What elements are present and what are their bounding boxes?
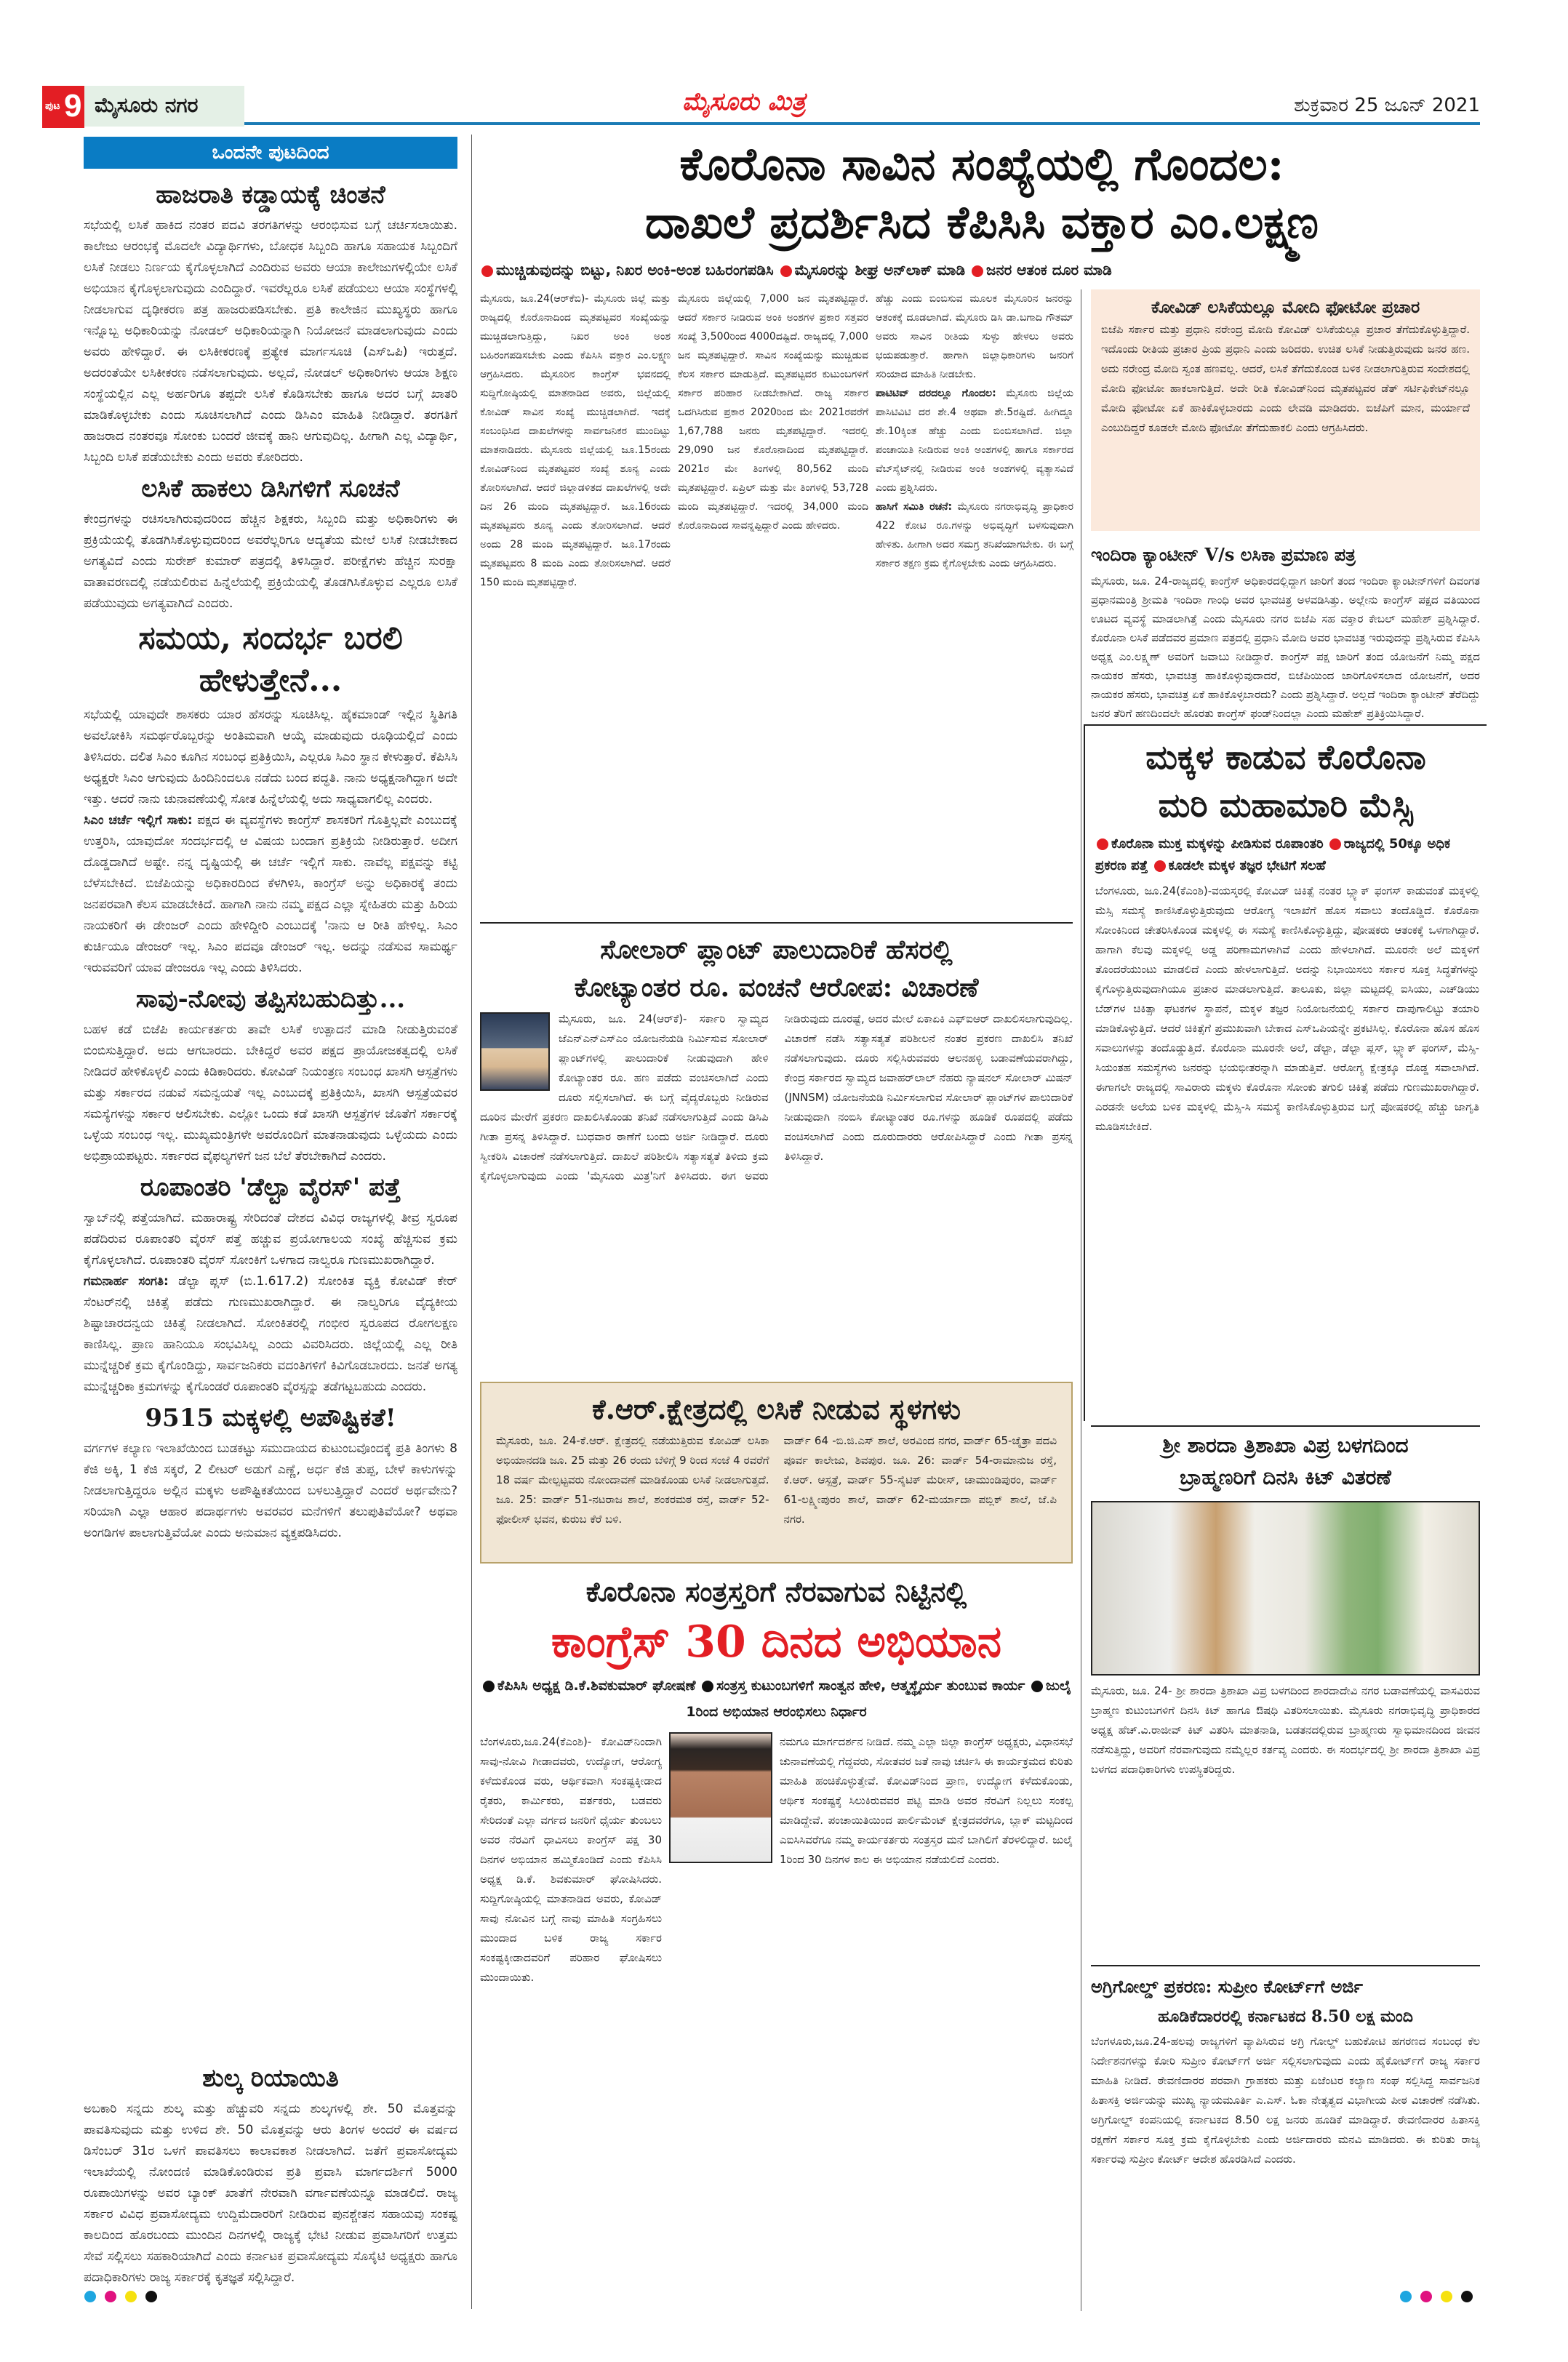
- newspaper-logo: ಮೈಸೂರು ಮಿತ್ರ: [682, 87, 806, 116]
- story-body-continued: ಮೈಸೂರು ಜಿಲ್ಲೆಯ ಪಾಸಿಟಿವಿಟಿ ದರ ಶೇ.4 ಅಥವಾ ಶೇ.5ರಷ್ಟಿದೆ. ಹೀಗಿದ್ದೂ ಶೇ.10ಕ್ಕಿಂತ ಹೆಚ್ಚು ಎಂದು ಬಿಂಬಿಸಲಾಗಿದೆ. ಜಿಲ್ಲಾ ಪಂಚಾಯಿತಿ ನೀಡಿರುವ ಅಂಕಿ ಅಂಶಗಳಲ್ಲಿ ಹಾಗೂ ಸರ್ಕಾರದ ವೆಬ್‌ಸೈಟ್‌ನಲ್ಲಿ ನೀಡಿರುವ ಅಂಕಿ ಅಂಶಗಳಲ್ಲಿ ವ್ಯತ್ಯಾಸವಿದೆ ಎಂದು ಪ್ರಶ್ನಿಸಿದರು.: [876, 388, 1074, 494]
- sub-heading: ಹಾಸಿಗೆ ಸಮಿತಿ ರಚನೆ:: [876, 501, 953, 513]
- solar-story: [480, 928, 1073, 1376]
- story-body: ಬಹಳ ಕಡೆ ಬಿಜೆಪಿ ಕಾರ್ಯಕರ್ತರು ತಾವೇ ಲಸಿಕೆ ಉತ್ಪಾದನೆ ಮಾಡಿ ನೀಡುತ್ತಿರುವಂತೆ ಬಿಂಬಿಸುತ್ತಿದ್ದಾರೆ. ಅದು ಆಗಬಾರದು. ಬೇಕಿದ್ದರೆ ಅವರ ಪಕ್ಷದ ಪ್ರಾಯೋಜಕತ್ವದಲ್ಲಿ ಲಸಿಕೆ ನೀಡಿದರೆ ಹೇಳಿಕೊಳ್ಳಲಿ ಎಂದು ಕಿಡಿಕಾರಿದರು. ಕೋವಿಡ್ ನಿಯಂತ್ರಣ ಸಂಬಂಧ ಖಾಸಗಿ ಆಸ್ಪತ್ರೆಗಳು ಮತ್ತು ಸರ್ಕಾರದ ನಡುವೆ ಸಮನ್ವಯತೆ ಇಲ್ಲ ಎಂಬುದಕ್ಕೆ ಪ್ರತಿಕ್ರಿಯಿಸಿ, ಖಾಸಗಿ ಆಸ್ಪತ್ರೆಯವರ ಸಮಸ್ಯೆಗಳನ್ನು ಸರ್ಕಾರ ಆಲಿಸಬೇಕು. ಎಲ್ಲೋ ಒಂದು ಕಡೆ ಖಾಸಗಿ ಆಸ್ಪತ್ರೆಗಳ ಜೊತೆಗೆ ಸರ್ಕಾರಕ್ಕೆ ಒಳ್ಳೆಯ ಸಂಬಂಧ ಇಲ್ಲ. ಮುಖ್ಯಮಂತ್ರಿಗಳೇ ಅವರೊಂದಿಗೆ ಮಾತನಾಡುವುದು ಒಳ್ಳೆಯದು ಎಂದು ಅಭಿಪ್ರಾಯಪಟ್ಟರು. ಸರ್ಕಾರದ ವೈಫಲ್ಯಗಳಿಗೆ ಜನ ಬೆಲೆ ತೆರಬೇಕಾಗಿದೆ ಎಂದರು.: [84, 1022, 457, 1164]
- lead-headline-line1: ಕೊರೊನಾ ಸಾವಿನ ಸಂಖ್ಯೆಯಲ್ಲಿ ಗೊಂದಲ:: [679, 137, 1284, 191]
- lead-bullets: [480, 256, 1484, 284]
- lead-story-col2: [678, 289, 868, 915]
- story-body: ನಮಗೂ ಮಾರ್ಗದರ್ಶನ ನೀಡಿದೆ. ನಮ್ಮ ಎಲ್ಲಾ ಜಿಲ್ಲಾ ಕಾಂಗ್ರೆಸ್ ಅಧ್ಯಕ್ಷರು, ವಿಧಾನಸಭೆ ಚುನಾವಣೆಯಲ್ಲಿ ಗೆದ್ದವರು, ಸೋತವರ ಜತೆ ನಾವು ಚರ್ಚಿಸಿ ಈ ಕಾರ್ಯಕ್ರಮದ ಕುರಿತು ಮಾಹಿತಿ ಹಂಚಿಕೊಳ್ಳುತ್ತೇವೆ. ಕೋವಿಡ್‌ನಿಂದ ಪ್ರಾಣ, ಉದ್ಯೋಗ ಕಳೆದುಕೊಂಡು, ಆರ್ಥಿಕ ಸಂಕಷ್ಟಕ್ಕೆ ಸಿಲುಕಿರುವವರ ಪಟ್ಟಿ ಮಾಡಿ ಅವರ ನೆರವಿಗೆ ನಿಲ್ಲಲು ಸಂಕಲ್ಪ ಮಾಡಿದ್ದೇವೆ. ಪಂಚಾಯಿತಿಯಿಂದ ಪಾರ್ಲಿಮೆಂಟ್ ಕ್ಷೇತ್ರದವರೆಗೂ, ಬ್ಲಾಕ್ ಮಟ್ಟದಿಂದ ಎಐಸಿಸಿವರೆಗೂ ನಮ್ಮ ಕಾರ್ಯಕರ್ತರು ಸಂತ್ರಸ್ತರ ಮನೆ ಬಾಗಿಲಿಗೆ ತೆರಳಲಿದ್ದಾರೆ. ಜುಲೈ 1ರಿಂದ 30 ದಿನಗಳ ಕಾಲ ಈ ಅಭಿಯಾನ ನಡೆಯಲಿದೆ ಎಂದರು.: [780, 1735, 1073, 1866]
- story-body: ಮೈಸೂರು ಜಿಲ್ಲೆಯಲ್ಲಿ 7,000 ಜನ ಮೃತಪಟ್ಟಿದ್ದಾರೆ. ಆದರೆ ಸರ್ಕಾರ ನೀಡಿರುವ ಅಂಕಿ ಅಂಶಗಳ ಪ್ರಕಾರ ಸತ್ತವರ ಸಂಖ್ಯೆ 3,500ರಿಂದ 4000ದಷ್ಟಿದೆ. ರಾಜ್ಯದಲ್ಲಿ 7,000 ಜನ ಮೃತಪಟ್ಟಿದ್ದಾರೆ. ಸಾವಿನ ಸಂಖ್ಯೆಯನ್ನು ಮುಚ್ಚಿಡುವ ಕೆಲಸ ಸರ್ಕಾರ ಮಾಡುತ್ತಿದೆ. ಮೃತಪಟ್ಟವರ ಕುಟುಂಬಗಳಿಗೆ ಸರ್ಕಾರ ಪರಿಹಾರ ನೀಡಬೇಕಾಗಿದೆ. ರಾಜ್ಯ ಸರ್ಕಾರ ಒದಗಿಸಿರುವ ಪ್ರಕಾರ 2020ರಿಂದ ಮೇ 2021ರವರೆಗೆ 1,67,788 ಜನರು ಮೃತಪಟ್ಟಿದ್ದಾರೆ. ಇದರಲ್ಲಿ 29,090 ಜನ ಕೊರೊನಾದಿಂದ ಮೃತಪಟ್ಟಿದ್ದಾರೆ. 2021ರ ಮೇ ತಿಂಗಳಲ್ಲಿ 80,562 ಮಂದಿ ಮೃತಪಟ್ಟಿದ್ದಾರೆ. ಏಪ್ರಿಲ್ ಮತ್ತು ಮೇ ತಿಂಗಳಲ್ಲಿ 53,728 ಮಂದಿ ಮೃತಪಟ್ಟಿದ್ದಾರೆ. ಇದರಲ್ಲಿ 34,000 ಮಂದಿ ಕೊರೊನಾದಿಂದ ಸಾವನ್ನಪ್ಪಿದ್ದಾರೆ ಎಂದು ಹೇಳಿದರು.: [678, 293, 868, 532]
- congress-story-col1: [480, 1732, 662, 2307]
- heading-line1: ಶ್ರೀ ಶಾರದಾ ತ್ರಿಶಾಖಾ ವಿಪ್ರ ಬಳಗದಿಂದ: [1162, 1433, 1409, 1457]
- heading-line1: ಮಕ್ಕಳ ಕಾಡುವ ಕೊರೊನಾ: [1145, 737, 1426, 777]
- bullet-dot-icon: [1031, 1681, 1043, 1692]
- section-label-box: [84, 86, 244, 127]
- indira-story: [1091, 538, 1480, 718]
- section-name: ಮೈಸೂರು ನಗರ: [95, 93, 199, 117]
- story-body: [84, 810, 457, 979]
- page-word: ಪುಟ: [45, 100, 60, 112]
- registration-mark-magenta: [1420, 2291, 1432, 2302]
- bullet-dot-icon: [1329, 838, 1341, 850]
- kr-vaccination-centres-box: [480, 1382, 1073, 1564]
- bullet-dot-icon: [481, 265, 493, 277]
- story-body: [84, 1271, 457, 1398]
- box-heading: ಕೆ.ಆರ್.ಕ್ಷೇತ್ರದಲ್ಲಿ ಲಸಿಕೆ ನೀಡುವ ಸ್ಥಳಗಳು: [592, 1393, 961, 1425]
- continued-from-front-banner: ಒಂದನೇ ಪುಟದಿಂದ: [84, 137, 457, 169]
- story-heading: ಇಂದಿರಾ ಕ್ಯಾಂಟೀನ್ V/s ಲಸಿಕಾ ಪ್ರಮಾಣ ಪತ್ರ: [1091, 544, 1356, 565]
- story-bullet: ಜುಲೈ 1ರಿಂದ ಅಭಿಯಾನ ಆರಂಭಿಸಲು ನಿರ್ಧಾರ: [686, 1678, 1072, 1720]
- congress-story-col2: [780, 1732, 1073, 2307]
- story-heading: ರೂಪಾಂತರಿ 'ಡೆಲ್ಟಾ ವೈರಸ್' ಪತ್ತೆ: [140, 1173, 401, 1202]
- registration-mark-black: [145, 2291, 157, 2302]
- lead-bullet: ಮುಚ್ಚಿಡುವುದನ್ನು ಬಿಟ್ಟು, ನಿಖರ ಅಂಕಿ-ಅಂಶ ಬಹಿರಂಗಪಡಿಸಿ: [496, 261, 774, 279]
- bullet-dot-icon: [1097, 838, 1108, 850]
- story-bullet: ಸಂತ್ರಸ್ತ ಕುಟುಂಬಗಳಿಗೆ ಸಾಂತ್ವನ ಹೇಳಿ, ಆತ್ಮಸ್ಥೈರ್ಯ ತುಂಬುವ ಕಾರ್ಯ: [716, 1678, 1025, 1694]
- registration-marks-right: [1400, 2291, 1473, 2302]
- agrigold-story: [1091, 1969, 1480, 2275]
- lead-in: ಗಮನಾರ್ಹ ಸಂಗತಿ:: [84, 1274, 169, 1289]
- box-heading: ಕೋವಿಡ್ ಲಸಿಕೆಯಲ್ಲೂ ಮೋದಿ ಫೋಟೋ ಪ್ರಚಾರ: [1151, 298, 1420, 317]
- story-body: ಮೈಸೂರು, ಜೂ. 24-ರಾಜ್ಯದಲ್ಲಿ ಕಾಂಗ್ರೆಸ್ ಅಧಿಕಾರದಲ್ಲಿದ್ದಾಗ ಜಾರಿಗೆ ತಂದ ಇಂದಿರಾ ಕ್ಯಾಂಟೀನ್‌ಗಳಿಗೆ ದಿವಂಗತ ಪ್ರಧಾನಮಂತ್ರಿ ಶ್ರೀಮತಿ ಇಂದಿರಾ ಗಾಂಧಿ ಅವರ ಭಾವಚಿತ್ರ ಅಳವಡಿಸಿತ್ತು. ಅಲ್ಲೇನು ಕಾಂಗ್ರೆಸ್ ಪಕ್ಷದ ವತಿಯಿಂದ ಊಟದ ವ್ಯವಸ್ಥೆ ಮಾಡಲಾಗಿತ್ತೆ ಎಂದು ಮೈಸೂರು ನಗರ ಬಿಜೆಪಿ ಸಹ ವಕ್ತಾರ ಕೇಬಲ್ ಮಹೇಶ್ ಪ್ರಶ್ನಿಸಿದ್ದಾರೆ. ಕೊರೊನಾ ಲಸಿಕೆ ಪಡೆದವರ ಪ್ರಮಾಣ ಪತ್ರದಲ್ಲಿ ಪ್ರಧಾನಿ ಮೋದಿ ಅವರ ಭಾವಚಿತ್ರ ಇರುವುದನ್ನು ಪ್ರಶ್ನಿಸಿರುವ ಕೆಪಿಸಿಸಿ ಅಧ್ಯಕ್ಷ ಎಂ.ಲಕ್ಷ್ಮಣ್ ಅವರಿಗೆ ಜವಾಬು ನೀಡಿದ್ದಾರೆ. ಕಾಂಗ್ರೆಸ್ ಪಕ್ಷ ಜಾರಿಗೆ ತಂದ ಯೋಜನೆಗೆ ನಿಮ್ಮ ಪಕ್ಷದ ನಾಯಕರ ಹೆಸರು, ಭಾವಚಿತ್ರ ಹಾಕಿಕೊಳ್ಳುವುದಾದರೆ, ಬಿಜೆಪಿಯಿಂದ ಜಾರಿಗೊಳಿಸಲಾದ ಯೋಜನೆಗೆ, ಅದರ ನಾಯಕರ ಹೆಸರು, ಭಾವಚಿತ್ರ ಏಕೆ ಹಾಕಿಕೊಳ್ಳಬಾರದು? ಎಂದು ಪ್ರಶ್ನಿಸಿದ್ದಾರೆ. ಅಲ್ಲದೆ ಇಂದಿರಾ ಕ್ಯಾಂಟೀನ್ ತೆರೆದಿದ್ದು ಜನರ ತೆರಿಗೆ ಹಣದಿಂದಲೇ ಹೊರತು ಕಾಂಗ್ರೆಸ್ ಫಂಡ್‌ನಿಂದಲ್ಲಾ ಎಂದು ಮಹೇಶ್ ಪ್ರತಿಕ್ರಿಯಿಸಿದ್ದಾರೆ.: [1091, 575, 1480, 720]
- story-body: [876, 497, 1073, 573]
- registration-mark-cyan: [84, 2291, 96, 2302]
- column-divider: [471, 135, 472, 2309]
- story-body: ಸಭೆಯಲ್ಲಿ ಯಾವುದೇ ಶಾಸಕರು ಯಾರ ಹೆಸರನ್ನು ಸೂಚಿಸಿಲ್ಲ. ಹೈಕಮಾಂಡ್ ಇಲ್ಲಿನ ಸ್ಥಿತಿಗತಿ ಅವಲೋಕಿಸಿ ಸಮರ್ಥರೊಬ್ಬರನ್ನು ಅಂತಿಮವಾಗಿ ಆಯ್ಕೆ ಮಾಡುವುದು ರೂಢಿಯಲ್ಲಿದೆ ಎಂದು ತಿಳಿಸಿದರು. ದಲಿತ ಸಿಎಂ ಕೂಗಿನ ಸಂಬಂಧ ಪ್ರತಿಕ್ರಿಯಿಸಿ, ಎಲ್ಲರೂ ಸಿಎಂ ಸ್ಥಾನ ಕೇಳುತ್ತಾರೆ. ಕೆಪಿಸಿಸಿ ಅಧ್ಯಕ್ಷರೇ ಸಿಎಂ ಆಗುವುದು ಹಿಂದಿನಿಂದಲೂ ನಡೆದು ಬಂದ ಪದ್ಧತಿ. ನಾನು ಅಧ್ಯಕ್ಷನಾಗಿದ್ದಾಗ ಅದೇ ಇತ್ತು. ಆದರೆ ನಾನು ಚುನಾವಣೆಯಲ್ಲಿ ಸೋತ ಹಿನ್ನೆಲೆಯಲ್ಲಿ ಅದು ಸಾಧ್ಯವಾಗಲಿಲ್ಲ ಎಂದರು.: [84, 708, 457, 806]
- page-number: 9: [64, 88, 82, 124]
- page-number-badge: [42, 86, 84, 128]
- story-heading: ಹಾಜರಾತಿ ಕಡ್ಡಾಯಕ್ಕೆ ಚಿಂತನೆ: [156, 180, 385, 209]
- story-heading-red: ಕಾಂಗ್ರೆಸ್ 30 ದಿನದ ಅಭಿಯಾನ: [551, 1617, 1002, 1668]
- box-columns: [496, 1431, 1057, 1529]
- registration-mark-magenta: [105, 2291, 116, 2302]
- kids-corona-story: [1084, 724, 1487, 1421]
- story-columns: [480, 1009, 1073, 1186]
- modi-photo-box: [1091, 289, 1480, 531]
- kit-distribution-photo: [1091, 1501, 1480, 1676]
- story-heading: [1085, 733, 1487, 829]
- bullet-dot-icon: [483, 1681, 495, 1692]
- lead-headline-line2: ದಾಖಲೆ ಪ್ರದರ್ಶಿಸಿದ ಕೆಪಿಸಿಸಿ ವಕ್ತಾರ ಎಂ.ಲಕ್ಷ್ಮಣ: [644, 196, 1319, 249]
- heading-line1: ಸೋಲಾರ್ ಪ್ಲಾಂಟ್ ಪಾಲುದಾರಿಕೆ ಹೆಸರಲ್ಲಿ: [600, 934, 953, 965]
- story-bullets: [480, 1673, 1073, 1725]
- article-divider: [480, 922, 1073, 924]
- story-body-continued: ಮೈಸೂರು ನಗರಾಭಿವೃದ್ಧಿ ಪ್ರಾಧಿಕಾರ 422 ಕೋಟಿ ರೂ.ಗಳನ್ನು ಅಭಿವೃದ್ಧಿಗೆ ಬಳಸುವುದಾಗಿ ಹೇಳಿತು. ಹೀಗಾಗಿ ಅದರ ಸಮಗ್ರ ತನಿಖೆಯಾಗಬೇಕು. ಈ ಬಗ್ಗೆ ಸರ್ಕಾರ ತಕ್ಷಣ ಕ್ರಮ ಕೈಗೊಳ್ಳಬೇಕು ಎಂದು ಆಗ್ರಹಿಸಿದರು.: [876, 501, 1074, 569]
- registration-mark-cyan: [1400, 2291, 1412, 2302]
- story-body-continued: ಡೆಲ್ಟಾ ಪ್ಲಸ್ (ಬಿ.1.617.2) ಸೋಂಕಿತ ವ್ಯಕ್ತಿ ಕೋವಿಡ್ ಕೇರ್ ಸೆಂಟರ್‌ನಲ್ಲಿ ಚಿಕಿತ್ಸೆ ಪಡೆದು ಗುಣಮುಖರಾಗಿದ್ದಾರೆ. ಈ ನಾಲ್ವರಿಗೂ ವೈದ್ಯಕೀಯ ಶಿಷ್ಟಾಚಾರದನ್ವಯ ಚಿಕಿತ್ಸೆ ನೀಡಲಾಗಿದೆ. ಸೋಂಕಿತರಲ್ಲಿ ಗಂಭೀರ ಸ್ವರೂಪದ ರೋಗಲಕ್ಷಣ ಕಾಣಿಸಿಲ್ಲ. ಪ್ರಾಣ ಹಾನಿಯೂ ಸಂಭವಿಸಿಲ್ಲ ಎಂದು ವಿವರಿಸಿದರು. ಜಿಲ್ಲೆಯಲ್ಲಿ ಎಲ್ಲ ರೀತಿ ಮುನ್ನೆಚ್ಚರಿಕೆ ಕ್ರಮ ಕೈಗೊಂಡಿದ್ದು, ಸಾರ್ವಜನಿಕರು ವದಂತಿಗಳಿಗೆ ಕಿವಿಗೊಡಬಾರದು. ಜನತೆ ಅಗತ್ಯ ಮುನ್ನೆಚ್ಚರಿಕಾ ಕ್ರಮಗಳನ್ನು ಕೈಗೊಂಡರೆ ರೂಪಾಂತರಿ ವೈರಸ್ಸನ್ನು ತಡೆಗಟ್ಟಬಹುದು ಎಂದರು.: [84, 1274, 457, 1394]
- bullet-dot-icon: [972, 265, 983, 277]
- story-heading: ಲಸಿಕೆ ಹಾಕಲು ಡಿಸಿಗಳಿಗೆ ಸೂಚನೆ: [141, 474, 400, 503]
- lead-headline: [480, 135, 1484, 255]
- lead-bullet: ಜನರ ಆತಂಕ ದೂರ ಮಾಡಿ: [986, 261, 1112, 279]
- dcp-photo: [480, 1012, 550, 1091]
- story-body: ಮೈಸೂರು, ಜೂ. 24(ಆರ್‌ಕೆ)- ಸರ್ಕಾರಿ ಸ್ವಾಮ್ಯದ ಜೆಎನ್‌ಎನ್‌ಎಸ್‌ಎಂ ಯೋಜನೆಯಡಿ ನಿರ್ಮಿಸುವ ಸೋಲಾರ್ ಪ್ಲಾಂಟ್‌ಗಳಲ್ಲಿ ಪಾಲುದಾರಿಕೆ ನೀಡುವುದಾಗಿ ಹೇಳಿ ಕೋಟ್ಯಾಂತರ ರೂ. ಹಣ ಪಡೆದು ವಂಚಿಸಲಾಗಿದೆ ಎಂದು ದೂರು ಸಲ್ಲಿಸಲಾಗಿದೆ. ಈ ಬಗ್ಗೆ ವೈದ್ಯರೊಬ್ಬರು ನೀಡಿರುವ ದೂರಿನ ಮೇರೆಗೆ ಪ್ರಕರಣ ದಾಖಲಿಸಿಕೊಂಡು ತನಿಖೆ ನಡೆಸಲಾಗುತ್ತಿದೆ ಎಂದು ಡಿಸಿಪಿ ಗೀತಾ ಪ್ರಸನ್ನ ತಿಳಿಸಿದ್ದಾರೆ. ಬುಧವಾರ ಠಾಣೆಗೆ ಬಂದು ಅರ್ಜಿ ನೀಡಿದ್ದಾರೆ. ದೂರು ಸ್ವೀಕರಿಸಿ ವಿಚಾರಣೆ ನಡೆಸಲಾಗುತ್ತಿದೆ. ದಾಖಲೆ ಪರಿಶೀಲಿಸಿ ಸತ್ಯಾಸತ್ಯತೆ ತಿಳಿದು ಕ್ರಮ ಕೈಗೊಳ್ಳಲಾಗುವುದು ಎಂದು 'ಮೈಸೂರು ಮಿತ್ರ'ನಿಗೆ ತಿಳಿಸಿದರು. ಈಗ ಅವರು ನೀಡಿರುವುದು ದೂರಷ್ಟೆ, ಅದರ ಮೇಲೆ ಏಕಾಏಕಿ ಎಫ್‌ಐಆರ್ ದಾಖಲಿಸಲಾಗುವುದಿಲ್ಲ. ವಿಚಾರಣೆ ನಡೆಸಿ ಸತ್ಯಾಸತ್ಯತೆ ಪರಿಶೀಲನೆ ನಂತರ ಪ್ರಕರಣ ದಾಖಲಿಸಿ ತನಿಖೆ ನಡೆಸಲಾಗುವುದು. ದೂರು ಸಲ್ಲಿಸಿರುವವರು ಆಲನಹಳ್ಳಿ ಬಡಾವಣೆಯವರಾಗಿದ್ದು, ಕೇಂದ್ರ ಸರ್ಕಾರದ ಸ್ವಾಮ್ಯದ ಜವಾಹರ್‌ಲಾಲ್ ನೆಹರು ನ್ಯಾಷನಲ್ ಸೋಲಾರ್ ಮಿಷನ್ (JNNSM) ಯೋಜನೆಯಡಿ ನಿರ್ಮಿಸಲಾಗುವ ಸೋಲಾರ್ ಪ್ಲಾಂಟ್‌ಗಳ ಪಾಲುದಾರಿಕೆ ನೀಡುವುದಾಗಿ ನಂಬಿಸಿ ಕೋಟ್ಯಾಂತರ ರೂ.ಗಳನ್ನು ಹೂಡಿಕೆ ರೂಪದಲ್ಲಿ ಪಡೆದು ವಂಚಿಸಲಾಗಿದೆ ಎಂದು ದೂರುದಾರರು ಆರೋಪಿಸಿದ್ದಾರೆ ಎಂದು ಗೀತಾ ಪ್ರಸನ್ನ ತಿಳಿಸಿದ್ದಾರೆ.: [480, 1012, 1073, 1182]
- story-bullet: ಕೊರೊನಾ ಮುಕ್ತ ಮಕ್ಕಳನ್ನು ಪೀಡಿಸುವ ರೂಪಾಂತರಿ: [1111, 836, 1324, 852]
- story-body: ಮೈಸೂರು, ಜೂ.24(ಆರ್‌ಕೆಬಿ)- ಮೈಸೂರು ಜಿಲ್ಲೆ ಮತ್ತು ರಾಜ್ಯದಲ್ಲಿ ಕೊರೊನಾದಿಂದ ಮೃತಪಟ್ಟವರ ಸಂಖ್ಯೆಯನ್ನು ಮುಚ್ಚಿಡಲಾಗುತ್ತಿದ್ದು, ನಿಖರ ಅಂಕಿ ಅಂಶ ಬಹಿರಂಗಪಡಿಸಬೇಕು ಎಂದು ಕೆಪಿಸಿಸಿ ವಕ್ತಾರ ಎಂ.ಲಕ್ಷ್ಮಣ ಆಗ್ರಹಿಸಿದರು. ಮೈಸೂರಿನ ಕಾಂಗ್ರೆಸ್ ಭವನದಲ್ಲಿ ಸುದ್ದಿಗೋಷ್ಠಿಯಲ್ಲಿ ಮಾತನಾಡಿದ ಅವರು, ಜಿಲ್ಲೆಯಲ್ಲಿ ಕೋವಿಡ್ ಸಾವಿನ ಸಂಖ್ಯೆ ಮುಚ್ಚಿಡಲಾಗಿದೆ. ಇದಕ್ಕೆ ಸಂಬಂಧಿಸಿದ ದಾಖಲೆಗಳನ್ನು ಸಾರ್ವಜನಿಕರ ಮುಂದಿಟ್ಟು ಮಾತನಾಡಿದರು. ಮೈಸೂರು ಜಿಲ್ಲೆಯಲ್ಲಿ ಜೂ.15ರಂದು ಕೋವಿಡ್‌ನಿಂದ ಮೃತಪಟ್ಟವರ ಸಂಖ್ಯೆ ಶೂನ್ಯ ಎಂದು ತೋರಿಸಲಾಗಿದೆ. ಆದರೆ ಜಿಲ್ಲಾಡಳಿತದ ದಾಖಲೆಗಳಲ್ಲಿ ಅದೇ ದಿನ 26 ಮಂದಿ ಮೃತಪಟ್ಟಿದ್ದಾರೆ. ಜೂ.16ರಂದು ಮೃತಪಟ್ಟವರು ಶೂನ್ಯ ಎಂದು ತೋರಿಸಲಾಗಿದೆ. ಆದರೆ ಅಂದು 28 ಮಂದಿ ಮೃತಪಟ್ಟಿದ್ದಾರೆ. ಜೂ.17ರಂದು ಮೃತಪಟ್ಟವರು 8 ಮಂದಿ ಎಂದು ತೋರಿಸಲಾಗಿದೆ. ಆದರೆ 150 ಮಂದಿ ಮೃತಪಟ್ಟಿದ್ದಾರೆ.: [480, 293, 671, 588]
- story-heading: [480, 931, 1073, 1006]
- box-body: ಬಿಜೆಪಿ ಸರ್ಕಾರ ಮತ್ತು ಪ್ರಧಾನಿ ನರೇಂದ್ರ ಮೋದಿ ಕೋವಿಡ್ ಲಸಿಕೆಯಲ್ಲೂ ಪ್ರಚಾರ ತೆಗೆದುಕೊಳ್ಳುತ್ತಿದ್ದಾರೆ. ಇದೊಂದು ರೀತಿಯ ಪ್ರಚಾರ ಪ್ರಿಯ ಪ್ರಧಾನಿ ಎಂದು ಜರಿದರು. ಉಚಿತ ಲಸಿಕೆ ನೀಡುತ್ತಿರುವುದು ಜನರ ಹಣ. ಅದು ನರೇಂದ್ರ ಮೋದಿ ಸ್ವಂತ ಹಣವಲ್ಲ. ಆದರೆ, ಲಸಿಕೆ ತೆಗೆದುಕೊಂಡ ಬಳಿಕ ನೀಡಲಾಗುತ್ತಿರುವ ಸಂದೇಶದಲ್ಲಿ ಮೋದಿ ಫೋಟೋ ಹಾಕಲಾಗುತ್ತಿದೆ. ಅದೇ ರೀತಿ ಕೋವಿಡ್‌ನಿಂದ ಮೃತಪಟ್ಟವರ ಡೆತ್ ಸರ್ಟಿಫಿಕೇಟ್‌ನಲ್ಲೂ ಮೋದಿ ಫೋಟೋ ಏಕೆ ಹಾಕಿಕೊಳ್ಳಬಾರದು ಎಂದು ಲೇವಡಿ ಮಾಡಿದರು. ಬಿಜೆಪಿಗೆ ಮಾನ, ಮರ್ಯಾದೆ ಎಂಬುದಿದ್ದರೆ ಕೂಡಲೇ ಮೋದಿ ಫೋಟೋ ತೆಗೆದುಹಾಕಲಿ ಎಂದು ಆಗ್ರಹಿಸಿದರು.: [1101, 323, 1470, 434]
- story-bullet: ಕೆಪಿಸಿಸಿ ಅಧ್ಯಕ್ಷ ಡಿ.ಕೆ.ಶಿವಕುಮಾರ್ ಘೋಷಣೆ: [497, 1678, 696, 1694]
- lead-story-col1: [480, 289, 671, 915]
- lead-story-col3: [876, 289, 1073, 915]
- registration-mark-yellow: [125, 2291, 137, 2302]
- article-divider: [1091, 1425, 1480, 1427]
- story-body: ಮೈಸೂರು, ಜೂ. 24- ಶ್ರೀ ಶಾರದಾ ತ್ರಿಶಾಖಾ ವಿಪ್ರ ಬಳಗದಿಂದ ಶಾರದಾದೇವಿ ನಗರ ಬಡಾವಣೆಯಲ್ಲಿ ವಾಸವಿರುವ ಬ್ರಾಹ್ಮಣ ಕುಟುಂಬಗಳಿಗೆ ದಿನಸಿ ಕಿಟ್ ಹಾಗೂ ಔಷಧಿ ವಿತರಿಸಲಾಯಿತು. ಮೈಸೂರು ನಗರಾಭಿವೃದ್ಧಿ ಪ್ರಾಧಿಕಾರದ ಅಧ್ಯಕ್ಷ ಹೆಚ್.ವಿ.ರಾಜೀವ್ ಕಿಟ್ ವಿತರಿಸಿ ಮಾತನಾಡಿ, ಬಡತನದಲ್ಲಿರುವ ಬ್ರಾಹ್ಮಣರು ಸ್ವಾಭಿಮಾನದಿಂದ ಜೀವನ ನಡೆಸುತ್ತಿದ್ದು, ಅವರಿಗೆ ನೆರವಾಗುವುದು ನಮ್ಮೆಲ್ಲರ ಕರ್ತವ್ಯ ಎಂದರು. ಈ ಸಂದರ್ಭದಲ್ಲಿ ಶ್ರೀ ಶಾರದಾ ತ್ರಿಶಾಖಾ ವಿಪ್ರ ಬಳಗದ ಪದಾಧಿಕಾರಿಗಳು ಉಪಸ್ಥಿತರಿದ್ದರು.: [1091, 1684, 1480, 1776]
- story-body: ಅಬಕಾರಿ ಸನ್ನದು ಶುಲ್ಕ ಮತ್ತು ಹೆಚ್ಚುವರಿ ಸನ್ನದು ಶುಲ್ಕಗಳಲ್ಲಿ ಶೇ. 50 ಮೊತ್ತವನ್ನು ಪಾವತಿಸುವುದು ಮತ್ತು ಉಳಿದ ಶೇ. 50 ಮೊತ್ತವನ್ನು ಆರು ತಿಂಗಳ ಅಂದರೆ ಈ ವರ್ಷದ ಡಿಸೆಂಬರ್ 31ರ ಒಳಗೆ ಪಾವತಿಸಲು ಕಾಲಾವಕಾಶ ನೀಡಲಾಗಿದೆ. ಜತೆಗೆ ಪ್ರವಾಸೋದ್ಯಮ ಇಲಾಖೆಯಲ್ಲಿ ನೋಂದಣಿ ಮಾಡಿಕೊಂಡಿರುವ ಪ್ರತಿ ಪ್ರವಾಸಿ ಮಾರ್ಗದರ್ಶಿಗೆ 5000 ರೂಪಾಯಿಗಳನ್ನು ಅವರ ಬ್ಯಾಂಕ್ ಖಾತೆಗೆ ನೇರವಾಗಿ ವರ್ಗಾವಣೆಯನ್ನೂ ಮಾಡಲಿದೆ. ರಾಜ್ಯ ಸರ್ಕಾರ ವಿವಿಧ ಪ್ರವಾಸೋದ್ಯಮ ಉದ್ದಿಮೆದಾರರಿಗೆ ನೀಡಿರುವ ಪುನಶ್ಚೇತನ ಸಹಾಯವು ಸಂಕಷ್ಟ ಕಾಲದಿಂದ ಹೊರಬಂದು ಮುಂದಿನ ದಿನಗಳಲ್ಲಿ ರಾಜ್ಯಕ್ಕೆ ಭೇಟಿ ನೀಡುವ ಪ್ರವಾಸಿಗರಿಗೆ ಉತ್ತಮ ಸೇವೆ ಸಲ್ಲಿಸಲು ಸಹಕಾರಿಯಾಗಿದೆ ಎಂದು ಕರ್ನಾಟಕ ಪ್ರವಾಸೋದ್ಯಮ ಸೊಸೈಟಿ ಅಧ್ಯಕ್ಷರು ಹಾಗೂ ಪದಾಧಿಕಾರಿಗಳು ರಾಜ್ಯ ಸರ್ಕಾರಕ್ಕೆ ಕೃತಜ್ಞತೆ ಸಲ್ಲಿಸಿದ್ದಾರೆ.: [84, 2102, 457, 2285]
- story-body: ಬೆಂಗಳೂರು,ಜೂ.24-ಹಲವು ರಾಜ್ಯಗಳಿಗೆ ವ್ಯಾಪಿಸಿರುವ ಅಗ್ರಿ ಗೋಲ್ಡ್ ಬಹುಕೋಟಿ ಹಗರಣದ ಸಂಬಂಧ ಕೆಲ ನಿರ್ದೇಶನಗಳನ್ನು ಕೋರಿ ಸುಪ್ರೀಂ ಕೋರ್ಟ್‌ಗೆ ಅರ್ಜಿ ಸಲ್ಲಿಸಲಾಗುವುದು ಎಂದು ಹೈಕೋರ್ಟ್‌ಗೆ ರಾಜ್ಯ ಸರ್ಕಾರ ಮಾಹಿತಿ ನೀಡಿದೆ. ಠೇವಣಿದಾರರ ಪರವಾಗಿ ಗ್ರಾಹಕರು ಮತ್ತು ಏಜೆಂಟರ ಕಲ್ಯಾಣ ಸಂಘ ಸಲ್ಲಿಸಿದ್ದ ಸಾರ್ವಜನಿಕ ಹಿತಾಸಕ್ತಿ ಅರ್ಜಿಯನ್ನು ಮುಖ್ಯ ನ್ಯಾಯಮೂರ್ತಿ ಎ.ಎಸ್. ಓಕಾ ನೇತೃತ್ವದ ವಿಭಾಗೀಯ ಪೀಠ ವಿಚಾರಣೆ ನಡೆಸಿತು. ಅಗ್ರಿಗೋಲ್ಡ್ ಕಂಪನಿಯಲ್ಲಿ ಕರ್ನಾಟಕದ 8.50 ಲಕ್ಷ ಜನರು ಹೂಡಿಕೆ ಮಾಡಿದ್ದಾರೆ. ಠೇವಣಿದಾರರ ಹಿತಾಸಕ್ತಿ ರಕ್ಷಣೆಗೆ ಸರ್ಕಾರ ಸೂಕ್ತ ಕ್ರಮ ಕೈಗೊಳ್ಳಬೇಕು ಎಂದು ಅರ್ಜಿದಾರರು ಮನವಿ ಮಾಡಿದರು. ಈ ಕುರಿತು ರಾಜ್ಯ ಸರ್ಕಾರವು ಸುಪ್ರೀಂ ಕೋರ್ಟ್ ಆದೇಶ ಹೊರಡಿಸಿದೆ ಎಂದರು.: [1091, 2035, 1480, 2166]
- story-body: ಕೇಂದ್ರಗಳನ್ನು ರಚಿಸಲಾಗಿರುವುದರಿಂದ ಹೆಚ್ಚಿನ ಶಿಕ್ಷಕರು, ಸಿಬ್ಬಂದಿ ಮತ್ತು ಅಧಿಕಾರಿಗಳು ಈ ಪ್ರಕ್ರಿಯೆಯಲ್ಲಿ ತೊಡಗಿಸಿಕೊಳ್ಳುವುದರಿಂದ ಅವರೆಲ್ಲರಿಗೂ ಆದ್ಯತೆಯ ಮೇಲೆ ಲಸಿಕೆ ನೀಡಬೇಕಾದ ಅಗತ್ಯವಿದೆ ಎಂದು ಸುರೇಶ್ ಕುಮಾರ್ ಪತ್ರದಲ್ಲಿ ತಿಳಿಸಿದ್ದಾರೆ. ಪರೀಕ್ಷೆಗಳು ಹೆಚ್ಚಿನ ಸುರಕ್ಷಾ ವಾತಾವರಣದಲ್ಲಿ ನಡೆಯಲಿರುವ ಹಿನ್ನೆಲೆಯಲ್ಲಿ ಪ್ರಕ್ರಿಯೆಯಲ್ಲಿ ತೊಡಗಿಸಿಕೊಳ್ಳುವ ಎಲ್ಲರೂ ಲಸಿಕೆ ಪಡೆಯುವುದು ಅಗತ್ಯವಾಗಿದೆ ಎಂದರು.: [84, 512, 457, 611]
- story-body: ಹೆಚ್ಚು ಎಂದು ಬಿಂಬಿಸುವ ಮೂಲಕ ಮೈಸೂರಿನ ಜನರನ್ನು ಆತಂಕಕ್ಕೆ ದೂಡಲಾಗಿದೆ. ಮೈಸೂರು ಡಿಸಿ ಡಾ.ಬಗಾದಿ ಗೌತಮ್ ಅವರು ಸಾವಿನ ರೀತಿಯ ಸುಳ್ಳು ಹೇಳಲು ಅವರು ಭಯಪಡುತ್ತಾರೆ. ಹಾಗಾಗಿ ಜಿಲ್ಲಾಧಿಕಾರಿಗಳು ಜನರಿಗೆ ಸರಿಯಾದ ಮಾಹಿತಿ ನೀಡಬೇಕು.: [876, 293, 1073, 380]
- sharada-story-heading: [1091, 1428, 1480, 1498]
- bullet-dot-icon: [1154, 860, 1166, 872]
- bullet-dot-icon: [702, 1681, 713, 1692]
- story-subheading: ಹೂಡಿಕೆದಾರರಲ್ಲಿ ಕರ್ನಾಟಕದ 8.50 ಲಕ್ಷ ಮಂದಿ: [1158, 2007, 1413, 2026]
- story-body: ಸಭೆಯಲ್ಲಿ ಲಸಿಕೆ ಹಾಕಿದ ನಂತರ ಪದವಿ ತರಗತಿಗಳನ್ನು ಆರಂಭಿಸುವ ಬಗ್ಗೆ ಚರ್ಚಿಸಲಾಯಿತು. ಕಾಲೇಜು ಆರಂಭಕ್ಕೆ ಮೊದಲೇ ವಿದ್ಯಾರ್ಥಿಗಳು, ಬೋಧಕ ಸಿಬ್ಬಂದಿ ಹಾಗೂ ಸಹಾಯಕ ಸಿಬ್ಬಂದಿಗೆ ಲಸಿಕೆ ನೀಡಲು ನಿರ್ಣಯ ಕೈಗೊಳ್ಳಲಾಗಿದೆ ಎಂದಿರುವ ಅವರು ಆಯಾ ಕಾಲೇಜುಗಳಲ್ಲಿಯೇ ಲಸಿಕೆ ಅಭಿಯಾನ ಕೈಗೊಳ್ಳಲಾಗುವುದು ಎಂದಿದ್ದಾರೆ. ಇವರೆಲ್ಲರೂ ಲಸಿಕೆ ಪಡೆಯಲು ಆಯಾ ಸಂಸ್ಥೆಗಳಲ್ಲಿ ನೀಡಲಾಗುವ ದೃಢೀಕರಣ ಪತ್ರ ಹಾಜರುಪಡಿಸಬೇಕು. ಪ್ರತಿ ಕಾಲೇಜಿನ ಮುಖ್ಯಸ್ಥರು ಹಾಗೂ ಇನ್ನೊಬ್ಬ ಅಧಿಕಾರಿಯನ್ನು ನೋಡಲ್ ಅಧಿಕಾರಿಯನ್ನಾಗಿ ನಿಯೋಜನೆ ಮಾಡಲಾಗುವುದು ಎಂದು ಅವರು ಹೇಳಿದ್ದಾರೆ. ಈ ಲಸಿಕೀಕರಣಕ್ಕೆ ಪ್ರತ್ಯೇಕ ಮಾರ್ಗಸೂಚಿ (ಎಸ್‌ಒಪಿ) ಇರುತ್ತದೆ. ಅದರಂತೆಯೇ ಲಸಿಕೀಕರಣ ನಡೆಸಲಾಗುವುದು. ಅಲ್ಲದೆ, ನೋಡಲ್ ಅಧಿಕಾರಿಗಳು ಆಯಾ ಶಿಕ್ಷಣ ಸಂಸ್ಥೆಯಲ್ಲಿನ ಎಲ್ಲ ಅರ್ಹರಿಗೂ ತಪ್ಪದೇ ಲಸಿಕೆ ಕೊಡಿಸಬೇಕು ಹಾಗೂ ಅದರ ಬಗ್ಗೆ ಖಾತರಿ ಮಾಡಿಕೊಳ್ಳಬೇಕು ಎಂದು ಸೂಚಿಸಲಾಗಿದೆ ಎಂದು ಡಿಸಿಎಂ ಮಾಹಿತಿ ನೀಡಿದ್ದಾರೆ. ತರಗತಿಗೆ ಹಾಜರಾದ ನಂತರವೂ ಸೋಂಕು ಬಂದರೆ ಜೀವಕ್ಕೆ ಹಾನಿ ಆಗುವುದಿಲ್ಲ. ಹೀಗಾಗಿ ಎಲ್ಲ ವಿದ್ಯಾರ್ಥಿ, ಸಿಬ್ಬಂದಿ ಲಸಿಕೆ ಪಡೆಯಬೇಕು ಎಂದು ಅವರು ಕೋರಿದರು.: [84, 218, 457, 465]
- left-column-stories: [84, 175, 457, 2051]
- masthead-rule: [244, 122, 1480, 125]
- story-heading: ಶುಲ್ಕ ರಿಯಾಯಿತಿ: [202, 2064, 339, 2093]
- heading-line2: ಕೋಟ್ಯಾಂತರ ರೂ. ವಂಚನೆ ಆರೋಪ: ವಿಚಾರಣೆ: [574, 972, 979, 1003]
- story-body: ಬೆಂಗಳೂರು,ಜೂ.24(ಕೆಎಂಶಿ)- ಕೋವಿಡ್‌ನಿಂದಾಗಿ ಸಾವು-ನೋವಿ ಗೀಡಾದವರು, ಉದ್ಯೋಗ, ಆರೋಗ್ಯ ಕಳೆದುಕೊಂಡ ವರು, ಆರ್ಥಿಕವಾಗಿ ಸಂಕಷ್ಟಕ್ಕೀಡಾದ ರೈತರು, ಕಾರ್ಮಿಕರು, ವರ್ತಕರು, ಬಡವರು ಸೇರಿದಂತೆ ಎಲ್ಲಾ ವರ್ಗದ ಜನರಿಗೆ ಧೈರ್ಯ ತುಂಬಲು ಅವರ ನೆರವಿಗೆ ಧಾವಿಸಲು ಕಾಂಗ್ರೆಸ್ ಪಕ್ಷ 30 ದಿನಗಳ ಅಭಿಯಾನ ಹಮ್ಮಿಕೊಂಡಿದೆ ಎಂದು ಕೆಪಿಸಿಸಿ ಅಧ್ಯಕ್ಷ ಡಿ.ಕೆ. ಶಿವಕುಮಾರ್ ಘೋಷಿಸಿದರು. ಸುದ್ದಿಗೋಷ್ಠಿಯಲ್ಲಿ ಮಾತನಾಡಿದ ಅವರು, ಕೋವಿಡ್ ಸಾವು ನೋವಿನ ಬಗ್ಗೆ ನಾವು ಮಾಹಿತಿ ಸಂಗ್ರಹಿಸಲು ಮುಂದಾದ ಬಳಿಕ ರಾಜ್ಯ ಸರ್ಕಾರ ಸಂಕಷ್ಟಕ್ಕೀಡಾದವರಿಗೆ ಪರಿಹಾರ ಘೋಷಿಸಲು ಮುಂದಾಯಿತು.: [480, 1735, 662, 1984]
- lead-bullet: ಮೈಸೂರನ್ನು ಶೀಘ್ರ ಅನ್‌ಲಾಕ್ ಮಾಡಿ: [794, 261, 966, 279]
- story-heading: ಕೊರೊನಾ ಸಂತ್ರಸ್ತರಿಗೆ ನೆರವಾಗುವ ನಿಟ್ಟಿನಲ್ಲಿ: [585, 1575, 967, 1608]
- lead-in: ಸಿಎಂ ಚರ್ಚೆ ಇಲ್ಲಿಗೆ ಸಾಕು:: [84, 813, 193, 828]
- story-heading: 9515 ಮಕ್ಕಳಲ್ಲಿ ಅಪೌಷ್ಟಿಕತೆ!: [145, 1404, 396, 1433]
- story-body-continued: ಪಕ್ಷದ ಈ ವ್ಯವಸ್ಥೆಗಳು ಕಾಂಗ್ರೆಸ್ ಶಾಸಕರಿಗೆ ಗೊತ್ತಿಲ್ಲವೇ ಎಂಬುದಕ್ಕೆ ಉತ್ತರಿಸಿ, ಯಾವುದೋ ಸಂದರ್ಭದಲ್ಲಿ ಆ ವಿಷಯ ಬಂದಾಗ ಪ್ರತಿಕ್ರಿಯೆ ನೀಡಿರುತ್ತಾರೆ. ಅದೀಗ ದೊಡ್ಡದಾಗಿದೆ ಅಷ್ಟೇ. ನನ್ನ ದೃಷ್ಟಿಯಲ್ಲಿ ಈ ಚರ್ಚೆ ಇಲ್ಲಿಗೆ ಸಾಕು. ನಾವೆಲ್ಲ ಪಕ್ಷವನ್ನು ಕಟ್ಟಿ ಬೆಳೆಸಬೇಕಿದೆ. ಬಿಜೆಪಿಯನ್ನು ಅಧಿಕಾರದಿಂದ ಕೆಳಗಿಳಿಸಿ, ಕಾಂಗ್ರೆಸ್ ಅನ್ನು ಅಧಿಕಾರಕ್ಕೆ ತಂದು ಜನಪರವಾಗಿ ಕೆಲಸ ಮಾಡಬೇಕಿದೆ. ಹಾಗಾಗಿ ನಾನು ನಮ್ಮ ಪಕ್ಷದ ಎಲ್ಲಾ ಸ್ನೇಹಿತರು ಮತ್ತು ಹಿರಿಯ ನಾಯಕರಿಗೆ ಈ ಡೇಂಜರ್ ಎಂದು ಹೇಳಿದ್ದೀರಿ ಎಂಬುದಕ್ಕೆ 'ನಾನು ಆ ರೀತಿ ಹೇಳಿಲ್ಲ. ಸಿಎಂ ಕುರ್ಚಿಯೂ ಡೇಂಜರ್ ಇಲ್ಲ. ಸಿಎಂ ಪದವೂ ಡೇಂಜರ್ ಇಲ್ಲ. ಅದನ್ನು ನಡೆಸುವ ಸಾಮರ್ಥ್ಯ ಇರುವವರಿಗೆ ಯಾವ ಡೇಂಜರೂ ಇಲ್ಲ ಎಂದು ತಿಳಿಸಿದರು.: [84, 813, 457, 975]
- story-body: ಸ್ವಾಬ್‌ನಲ್ಲಿ ಪತ್ತೆಯಾಗಿದೆ. ಮಹಾರಾಷ್ಟ್ರ ಸೇರಿದಂತೆ ದೇಶದ ವಿವಿಧ ರಾಜ್ಯಗಳಲ್ಲಿ ತೀವ್ರ ಸ್ವರೂಪ ಪಡೆದಿರುವ ರೂಪಾಂತರಿ ವೈರಸ್ ಪತ್ತೆ ಹಚ್ಚುವ ಪ್ರಯೋಗಾಲಯ ಸಂಖ್ಯೆ ಹೆಚ್ಚಿಸುವ ಕ್ರಮ ಕೈಗೊಳ್ಳಲಾಗಿದೆ. ರೂಪಾಂತರಿ ವೈರಸ್ ಸೋಂಕಿಗೆ ಒಳಗಾದ ನಾಲ್ವರೂ ಗುಣಮುಖರಾಗಿದ್ದಾರೆ.: [84, 1211, 457, 1268]
- heading-line2: ಮರಿ ಮಹಾಮಾರಿ ಮೆಸ್ಸಿ: [1158, 785, 1414, 825]
- left-column-fee-story: [84, 2058, 457, 2285]
- issue-date: ಶುಕ್ರವಾರ 25 ಜೂನ್ 2021: [1294, 95, 1480, 116]
- story-heading: ಸಮಯ, ಸಂದರ್ಭ ಬರಲಿ ಹೇಳುತ್ತೇನೆ...: [138, 620, 403, 699]
- registration-marks-left: [84, 2291, 157, 2302]
- story-heading: [1091, 1430, 1480, 1494]
- story-bullets: [1085, 829, 1487, 881]
- dk-shivakumar-photo: [669, 1732, 772, 1863]
- sub-heading: ಪಾಟಿಟಿವ್ ದರದಲ್ಲೂ ಗೊಂದಲ:: [876, 388, 996, 399]
- article-divider: [1091, 1965, 1480, 1966]
- box-body: ವಾರ್ಡ್ 64 -ಬಿ.ಜಿ.ಎಸ್ ಶಾಲೆ, ಅರವಿಂದ ನಗರ, ವಾರ್ಡ್ 65-ಚೈತ್ರಾ ಪದವಿ ಪೂರ್ವ ಕಾಲೇಜು, ಶಿವಪುರ. ಜೂ. 26: ವಾರ್ಡ್ 54-ರಾಮಾನುಜ ರಸ್ತೆ, ಕೆ.ಆರ್. ಆಸ್ಪತ್ರೆ, ವಾರ್ಡ್ 55-ಸೈಟಿಕ್ ಮೆರೀಸ್, ಚಾಮುಂಡಿಪುರಂ, ವಾರ್ಡ್ 61-ಲಕ್ಷ್ಮೀಪುರಂ ಶಾಲೆ, ವಾರ್ಡ್ 62-ಮರ್ಯಾದಾ ಪಬ್ಲಿಕ್ ಶಾಲೆ, ಜೆ.ಪಿ ನಗರ.: [783, 1434, 1057, 1526]
- registration-mark-yellow: [1441, 2291, 1452, 2302]
- story-body: [876, 384, 1073, 497]
- heading-line2: ಬ್ರಾಹ್ಮಣರಿಗೆ ದಿನಸಿ ಕಿಟ್ ವಿತರಣೆ: [1180, 1465, 1391, 1489]
- masthead: [42, 86, 1480, 129]
- story-body: ವರ್ಗಗಳ ಕಲ್ಯಾಣ ಇಲಾಖೆಯಿಂದ ಬುಡಕಟ್ಟು ಸಮುದಾಯದ ಕುಟುಂಬವೊಂದಕ್ಕೆ ಪ್ರತಿ ತಿಂಗಳು 8 ಕೆಜಿ ಅಕ್ಕಿ, 1 ಕೆಜಿ ಸಕ್ಕರೆ, 2 ಲೀಟರ್ ಅಡುಗೆ ಎಣ್ಣೆ, ಅರ್ಧ ಕೆಜಿ ತುಪ್ಪ, ಬೇಳೆ ಕಾಳುಗಳನ್ನು ನೀಡಲಾಗುತ್ತಿದ್ದರೂ ಅಲ್ಲಿನ ಮಕ್ಕಳು ಅಪೌಷ್ಟಿಕತೆಯಿಂದ ಬಳಲುತ್ತಿದ್ದಾರೆ ಎಂದರೆ ಅರ್ಥವೇನು? ಸರಿಯಾಗಿ ಎಲ್ಲಾ ಆಹಾರ ಪದಾರ್ಥಗಳು ಅವರವರ ಮನೆಗಳಿಗೆ ತಲುಪುತಿವೆಯೋ? ಅಥವಾ ಅಂಗಡಿಗಳ ಪಾಲಾಗುತ್ತಿವೆಯೋ ಎಂದು ಅನುಮಾನ ವ್ಯಕ್ತಪಡಿಸಿದರು.: [84, 1441, 457, 1540]
- box-body: ಮೈಸೂರು, ಜೂ. 24-ಕೆ.ಆರ್. ಕ್ಷೇತ್ರದಲ್ಲಿ ನಡೆಯುತ್ತಿರುವ ಕೋವಿಡ್ ಲಸಿಕಾ ಅಭಿಯಾನದಡಿ ಜೂ. 25 ಮತ್ತು 26 ರಂದು ಬೆಳಿಗ್ಗೆ 9 ರಿಂದ ಸಂಜೆ 4 ರವರೆಗೆ 18 ವರ್ಷ ಮೇಲ್ಪಟ್ಟವರು ನೋಂದಾವಣೆ ಮಾಡಿಕೊಂಡು ಲಸಿಕೆ ನೀಡಲಾಗುತ್ತದೆ. ಜೂ. 25: ವಾರ್ಡ್ 51-ನಟರಾಜ ಶಾಲೆ, ಶಂಕರಮಠ ರಸ್ತೆ, ವಾರ್ಡ್ 52-ಫೋಲೀಸ್ ಭವನ, ಕುರುಬ ಕೆರೆ ಬಳಿ.: [496, 1434, 769, 1526]
- story-bullet: ಕೂಡಲೇ ಮಕ್ಕಳ ತಜ್ಞರ ಭೇಟಿಗೆ ಸಲಹೆ: [1168, 858, 1326, 873]
- sharada-story-body: [1091, 1681, 1480, 1961]
- registration-mark-black: [1461, 2291, 1473, 2302]
- story-heading: ಸಾವು-ನೋವು ತಪ್ಪಿಸಬಹುದಿತ್ತು...: [135, 985, 406, 1014]
- bullet-dot-icon: [780, 265, 792, 277]
- story-body: ಬೆಂಗಳೂರು, ಜೂ.24(ಕೆಎಂಶಿ)-ವಯಸ್ಕರಲ್ಲಿ ಕೋವಿಡ್ ಚಿಕಿತ್ಸೆ ನಂತರ ಬ್ಲ್ಯಾಕ್ ಫಂಗಸ್ ಕಾಡುವಂತೆ ಮಕ್ಕಳಲ್ಲಿ ಮೆಸ್ಸಿ ಸಮಸ್ಯೆ ಕಾಣಿಸಿಕೊಳ್ಳುತ್ತಿರುವುದು ಆರೋಗ್ಯ ಇಲಾಖೆಗೆ ಹೊಸ ಸವಾಲು ತಂದೊಡ್ಡಿದೆ. ಕೊರೊನಾ ಸೋಂಕಿನಿಂದ ಚೇತರಿಸಿಕೊಂಡ ಮಕ್ಕಳಲ್ಲಿ ಈ ಸಮಸ್ಯೆ ಕಾಣಿಸಿಕೊಳ್ಳುತ್ತಿದ್ದು, ಪೋಷಕರು ಆತಂಕಕ್ಕೆ ಒಳಗಾಗಿದ್ದಾರೆ. ಹಾಗಾಗಿ ಕೆಲವು ಮಕ್ಕಳಲ್ಲಿ ಅಡ್ಡ ಪರಿಣಾಮಗಳಾಗಿವೆ ಎಂದು ಹೇಳಲಾಗಿದೆ. ಮೂರನೇ ಅಲೆ ಮಕ್ಕಳಿಗೆ ತೊಂದರೆಯುಂಟು ಮಾಡಲಿದೆ ಎಂದು ಹೇಳಲಾಗುತ್ತಿದೆ. ಅದನ್ನು ನಿಭಾಯಿಸಲು ಸರ್ಕಾರ ಸೂಕ್ತ ಸಿದ್ಧತೆಗಳನ್ನು ಕೈಗೊಳ್ಳುತ್ತಿರುವುದಾಗಿಯೂ ಪ್ರಚಾರ ಮಾಡಲಾಗುತ್ತಿದೆ. ತಾಲೂಕು, ಜಿಲ್ಲಾ ಮಟ್ಟದಲ್ಲಿ ಐಸಿಯು, ಎಚ್‌ಡಿಯು ಬೆಡ್‌ಗಳ ಚಿಕಿತ್ಸಾ ಘಟಕಗಳ ಸ್ಥಾಪನೆ, ಮಕ್ಕಳ ತಜ್ಞರ ನಿಯೋಜನೆಯಲ್ಲಿ ಸರ್ಕಾರ ದಾಪುಗಾಲಿಟ್ಟು ತಯಾರಿ ಮಾಡಿಕೊಳ್ಳುತ್ತಿದೆ. ಆದರೆ ಚಿಕಿತ್ಸೆಗೆ ಪ್ರಮುಖವಾಗಿ ಬೇಕಾದ ಎಸ್‌ಒಪಿಯನ್ನೇ ಪ್ರಕಟಿಸಿಲ್ಲ. ಕೊರೊನಾ ಹೊಸ ಹೊಸ ಸವಾಲುಗಳನ್ನು ತಂದೊಡ್ಡುತ್ತಿದೆ. ಕೊರೊನಾ ಮೂರನೇ ಅಲೆ, ಡೆಲ್ಟಾ, ಡೆಲ್ಟಾ ಪ್ಲಸ್, ಬ್ಲ್ಯಾಕ್ ಫಂಗಸ್, ಮೆಸ್ಸಿ-ಸಿಯಂತಹ ಸಮಸ್ಯೆಗಳು ಜನರನ್ನು ಭಯಭೀತರನ್ನಾಗಿ ಮಾಡುತ್ತಿವೆ. ಆರೋಗ್ಯ ಕ್ಷೇತ್ರಕ್ಕೂ ದೊಡ್ಡ ಸವಾಲಾಗಿದೆ. ಈಗಾಗಲೇ ರಾಜ್ಯದಲ್ಲಿ ಸಾವಿರಾರು ಮಕ್ಕಳು ಕೊರೊನಾ ಸೋಂಕು ತಗುಲಿ ಚಿಕಿತ್ಸೆ ಪಡೆದು ಗುಣಮುಖರಾಗಿದ್ದಾರೆ. ಎರಡನೇ ಅಲೆಯ ಬಳಿಕ ಮಕ್ಕಳಲ್ಲಿ ಮೆಸ್ಸಿ-ಸಿ ಸಮಸ್ಯೆ ಕಾಣಿಸಿಕೊಳ್ಳುತ್ತಿರುವ ಬಗ್ಗೆ ಪೋಷಕರಲ್ಲಿ ಹೆಚ್ಚು ಜಾಗೃತಿ ಮೂಡಿಸಬೇಕಿದೆ.: [1095, 884, 1479, 1133]
- story-heading: ಅಗ್ರಿಗೋಲ್ಡ್ ಪ್ರಕರಣ: ಸುಪ್ರೀಂ ಕೋರ್ಟ್‌ಗೆ ಅರ್ಜಿ: [1091, 1976, 1363, 1997]
- story-bullet: ರಾಜ್ಯದಲ್ಲಿ 50ಕ್ಕೂ ಅಧಿಕ ಪ್ರಕರಣ ಪತ್ತೆ: [1095, 836, 1451, 873]
